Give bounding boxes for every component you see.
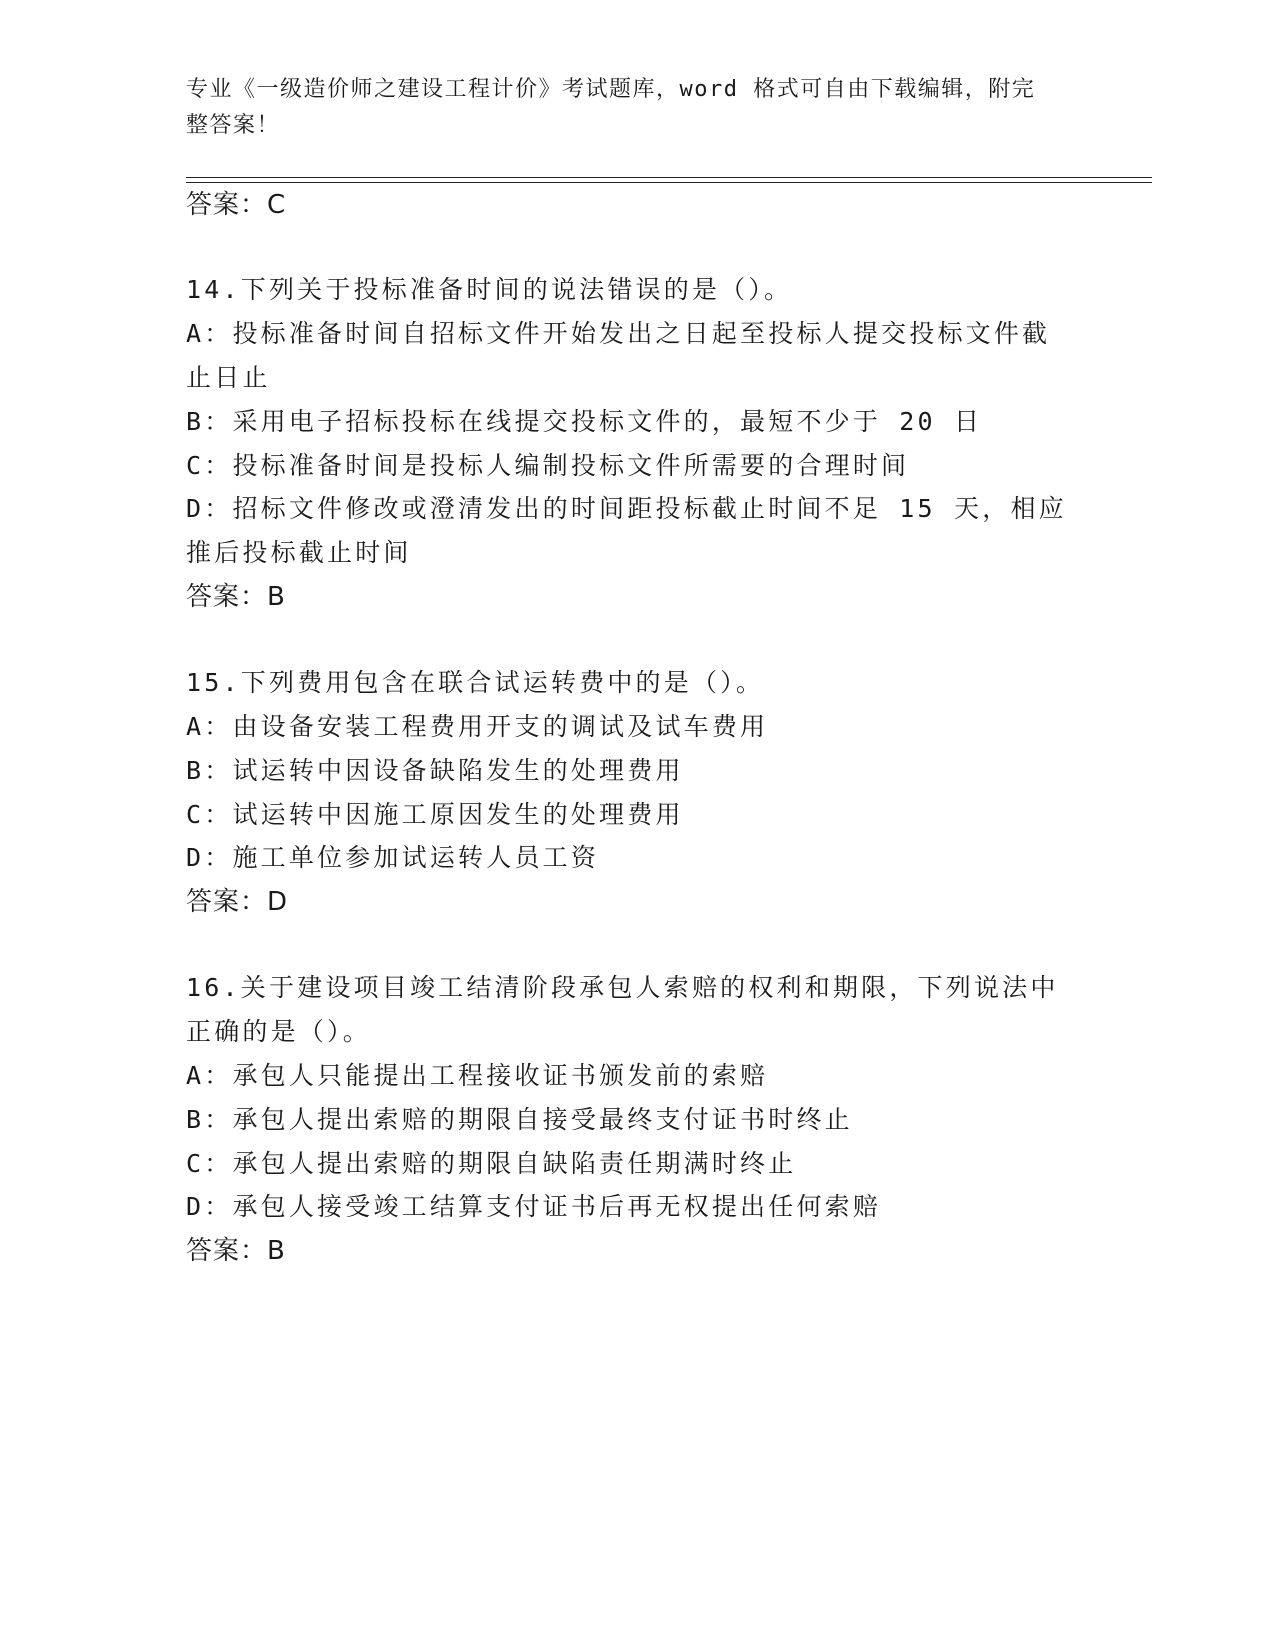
question-14-option-d: D：招标文件修改或澄清发出的时间距投标截止时间不足 15 天，相应 <box>186 494 1067 523</box>
question-15-option-b: B：试运转中因设备缺陷发生的处理费用 <box>186 756 684 785</box>
question-14-option-d-cont: 推后投标截止时间 <box>186 538 412 567</box>
question-14-option-b: B：采用电子招标投标在线提交投标文件的，最短不少于 20 日 <box>186 407 983 436</box>
header-line-2: 整答案！ <box>186 113 281 138</box>
header-line-1: 专业《一级造价师之建设工程计价》考试题库，word 格式可自由下载编辑，附完 <box>186 77 1036 102</box>
question-15-option-c: C：试运转中因施工原因发生的处理费用 <box>186 800 684 829</box>
question-16-stem: 16.关于建设项目竣工结清阶段承包人索赔的权利和期限，下列说法中 <box>186 973 1059 1002</box>
question-14-option-a: A：投标准备时间自招标文件开始发出之日起至投标人提交投标文件截 <box>186 319 1051 348</box>
header-divider-bottom <box>186 182 1152 183</box>
question-16-option-b: B：承包人提出索赔的期限自接受最终支付证书时终止 <box>186 1105 853 1134</box>
question-14-stem: 14.下列关于投标准备时间的说法错误的是（）。 <box>186 275 793 304</box>
question-16-option-d: D：承包人接受竣工结算支付证书后再无权提出任何索赔 <box>186 1192 882 1221</box>
question-14-option-c: C：投标准备时间是投标人编制投标文件所需要的合理时间 <box>186 451 910 480</box>
question-16-option-a: A：承包人只能提出工程接收证书颁发前的索赔 <box>186 1061 769 1090</box>
question-15-option-d: D：施工单位参加试运转人员工资 <box>186 843 600 872</box>
document-header <box>186 72 1066 144</box>
header-divider-top <box>186 177 1152 178</box>
question-16-stem-cont: 正确的是（）。 <box>186 1017 371 1046</box>
answer-prev: 答案：C <box>186 190 287 220</box>
question-15-answer: 答案：D <box>186 887 289 917</box>
question-14-answer: 答案：B <box>186 582 286 612</box>
question-15-option-a: A：由设备安装工程费用开支的调试及试车费用 <box>186 712 769 741</box>
question-15-stem: 15.下列费用包含在联合试运转费中的是（）。 <box>186 668 765 697</box>
question-14-option-a-cont: 止日止 <box>186 363 271 392</box>
question-16-answer: 答案：B <box>186 1236 286 1266</box>
question-16-option-c: C：承包人提出索赔的期限自缺陷责任期满时终止 <box>186 1149 797 1178</box>
